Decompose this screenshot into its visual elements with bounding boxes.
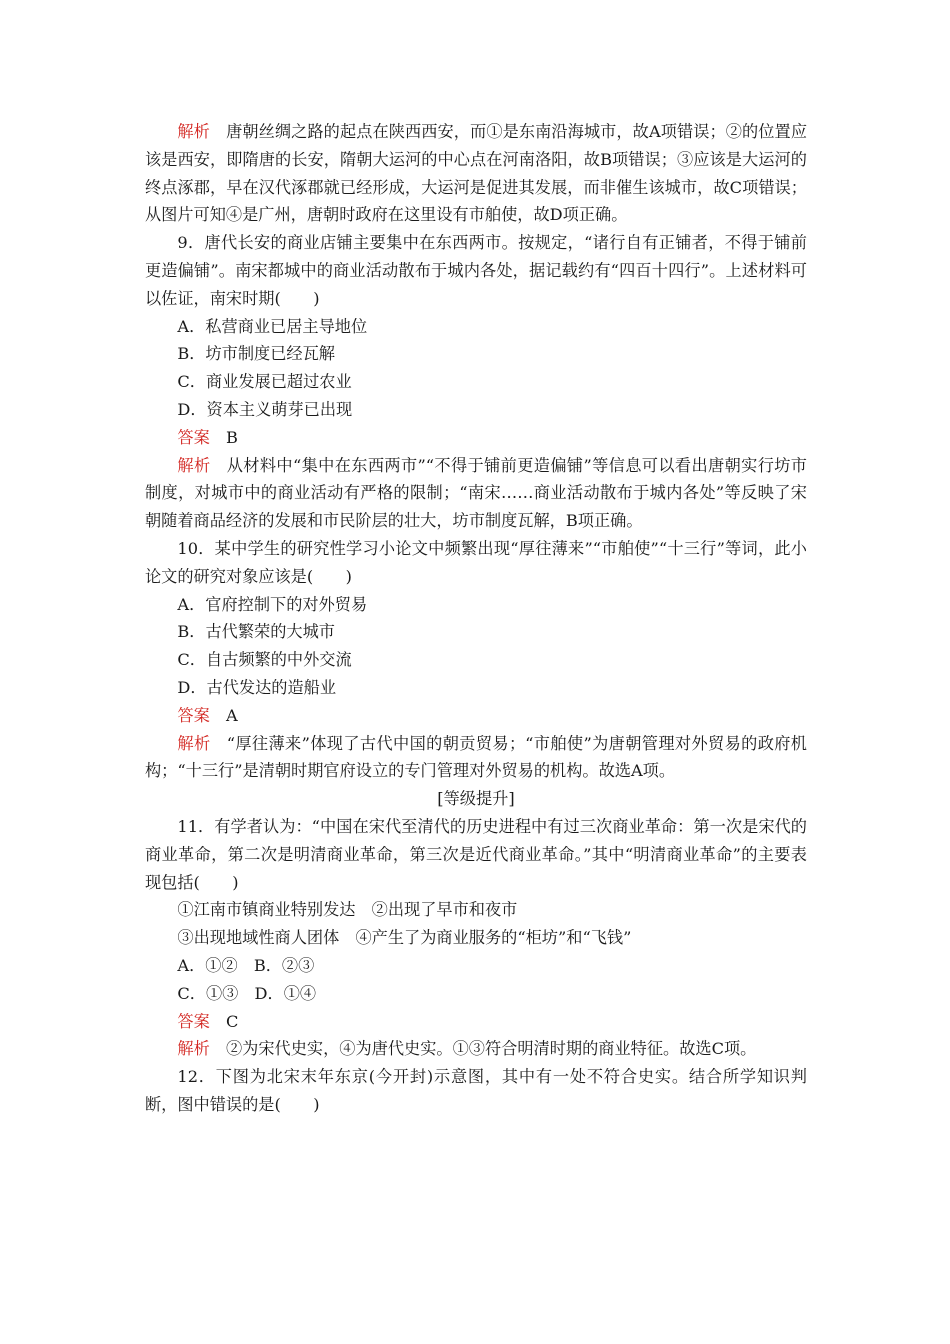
answer-label: 答案 [177,1011,210,1031]
analysis-q10: 解析 “厚往薄来”体现了古代中国的朝贡贸易；“市舶使”为唐朝管理对外贸易的政府机构；“十三行”是清朝时期官府设立的专门管理对外贸易的机构。故选A项。 [145,733,807,781]
analysis-label: 解析 [177,1039,210,1059]
answer-label: 答案 [177,705,210,725]
q9-option-c: C．商业发展已超过农业 [177,372,352,392]
question-12: 12．下图为北宋末年东京(今开封)示意图，其中有一处不符合史实。结合所学知识判断，图中错误的是( ) [145,1067,807,1114]
question-9: 9．唐代长安的商业店铺主要集中在东西两市。按规定，“诸行自有正铺者，不得于铺前更造偏铺”。南宋都城中的商业活动散布于城内各处，据记载约有“四百十四行”。上述材料可以佐证，南宋时期( ) [145,233,807,308]
analysis-q8: 解析 唐朝丝绸之路的起点在陕西西安，而①是东南沿海城市，故A项错误；②的位置应该是西安，即隋唐的长安，隋朝大运河的中心点在河南洛阳，故B项错误；③应该是大运河的终点涿郡，早在汉代涿郡就已经形成，大运河是促进其发展，而非催生该城市，故C项错误；从图片可知④是广州，唐朝时政府在这里设有市舶使，故D项正确。 [145,122,808,225]
q9-option-a: A．私营商业已居主导地位 [177,316,368,336]
q10-option-b: B．古代繁荣的大城市 [177,622,335,642]
q9-option-d: D．资本主义萌芽已出现 [177,399,353,419]
document-page [145,118,807,1119]
analysis-label: 解析 [177,733,211,753]
q10-option-c: C．自古频繁的中外交流 [177,650,352,670]
q11-statements-1: ①江南市镇商业特别发达 ②出现了早市和夜市 [177,900,518,920]
q10-answer: 答案 A [177,705,238,725]
q11-options-ab: A．①② B．②③ [177,955,315,975]
q11-answer: 答案 C [177,1011,239,1031]
answer-label: 答案 [177,427,210,447]
q10-option-a: A．官府控制下的对外贸易 [177,594,368,614]
question-11: 11．有学者认为：“中国在宋代至清代的历史进程中有过三次商业革命：第一次是宋代的商业革命，第二次是明清商业革命，第三次是近代商业革命。”其中“明清商业革命”的主要表现包括( ) [145,816,807,892]
analysis-label: 解析 [177,122,210,141]
analysis-q11: 解析 ②为宋代史实，④为唐代史实。①③符合明清时期的商业特征。故选C项。 [177,1039,757,1059]
analysis-label: 解析 [177,455,211,475]
section-heading: [等级提升] [437,789,515,809]
analysis-q9: 解析 从材料中“集中在东西两市”“不得于铺前更造偏铺”等信息可以看出唐朝实行坊市制度，对城市中的商业活动有严格的限制；“南宋……商业活动散布于城内各处”等反映了宋朝随着商品经济的发展和市民阶层的壮大，坊市制度瓦解，B项正确。 [145,455,807,531]
q9-answer: 答案 B [177,427,238,447]
q11-options-cd: C．①③ D．①④ [177,983,317,1003]
q10-option-d: D．古代发达的造船业 [177,677,337,697]
q9-option-b: B．坊市制度已经瓦解 [177,344,335,364]
q11-statements-2: ③出现地域性商人团体 ④产生了为商业服务的“柜坊”和“飞钱” [177,928,632,948]
question-10: 10．某中学生的研究性学习小论文中频繁出现“厚往薄来”“市舶使”“十三行”等词，此小论文的研究对象应该是( ) [145,538,807,586]
